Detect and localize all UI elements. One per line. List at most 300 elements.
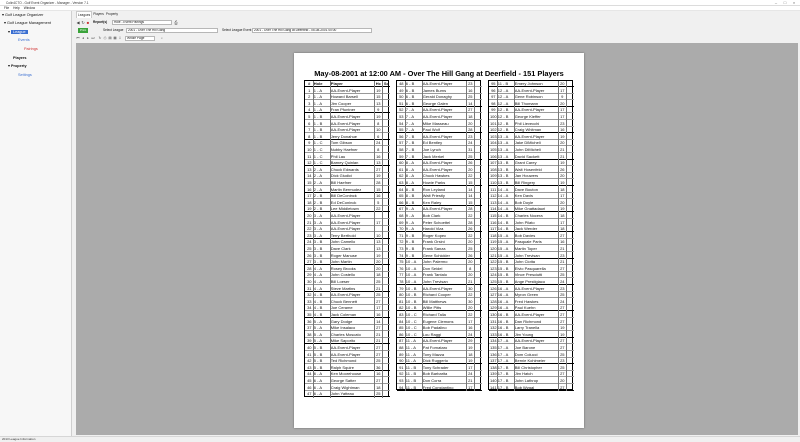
hole-cell: 17 - B — [497, 364, 509, 370]
table-row — [489, 213, 574, 219]
collapse-icon[interactable]: ▾ — [8, 30, 11, 34]
score-cell — [475, 101, 482, 107]
row-number: 76 — [399, 265, 404, 271]
table-row — [305, 286, 390, 292]
row-number: 10 — [307, 147, 312, 152]
table-row — [305, 200, 390, 206]
hole-cell: 14 - B — [497, 213, 509, 218]
player-cell: John DiMicheli — [514, 147, 541, 152]
table-row — [397, 378, 482, 384]
player-cell: Ralph Squire — [330, 364, 354, 370]
row-number: 88 — [399, 345, 404, 350]
zoom-select[interactable]: Whole Page — [125, 36, 155, 41]
row-number: 124 — [489, 272, 497, 278]
player-cell: AA-Event-Player — [422, 81, 453, 86]
score-cell — [567, 272, 574, 278]
row-number: 36 — [307, 318, 312, 324]
score-cell — [383, 391, 390, 397]
player-cell: Willie Pitts — [422, 305, 442, 311]
row-number: 97 — [491, 94, 496, 100]
player-cell: Ron Leyland — [422, 186, 446, 192]
table-row — [489, 88, 574, 94]
handicap-cell: 25 — [376, 292, 381, 298]
score-cell — [475, 266, 482, 272]
hole-cell: 7 - B — [405, 133, 415, 139]
row-number: 38 — [307, 331, 312, 337]
report-label: Report(s) — [93, 20, 108, 24]
tree-root[interactable]: ▾ Golf League Organizer — [2, 13, 44, 17]
handicap-cell: 17 — [468, 318, 473, 324]
table-row — [489, 272, 574, 278]
score-cell — [475, 94, 482, 100]
row-number: 5 — [308, 114, 311, 119]
row-number: 52 — [399, 107, 404, 113]
row-number: 114 — [490, 206, 497, 212]
report-page — [294, 53, 584, 428]
tree-league[interactable]: ▾ League — [8, 30, 26, 34]
handicap-cell: 27 — [560, 232, 565, 238]
score-cell — [383, 94, 390, 100]
last-page-icon[interactable]: ⏭ — [91, 36, 95, 40]
player-cell: Jack Werder — [514, 226, 538, 232]
handicap-cell: 24 — [560, 298, 565, 304]
handicap-cell: 20 — [560, 100, 565, 106]
row-number: 106 — [489, 153, 497, 159]
table-row — [305, 292, 390, 298]
score-cell — [567, 94, 574, 100]
handicap-cell: 10 — [376, 127, 381, 133]
tree-settings[interactable]: Settings — [18, 73, 32, 77]
row-number: 91 — [399, 364, 404, 370]
row-number: 108 — [489, 166, 497, 172]
handicap-cell: 9 — [561, 94, 564, 100]
row-number: 46 — [307, 384, 312, 390]
table-row — [397, 81, 482, 87]
tab-players[interactable]: Players — [93, 12, 104, 16]
report-select[interactable]: Hole - Event Pairings — [112, 20, 172, 25]
hole-cell: 5 - A — [313, 331, 323, 337]
player-cell: Craig Wightman — [330, 384, 360, 390]
tab-leagues[interactable]: Leagues — [78, 13, 91, 17]
handicap-cell: 16 — [376, 193, 381, 199]
row-number: 85 — [399, 325, 404, 331]
table-row — [305, 325, 390, 331]
pairings-column-1 — [304, 80, 389, 397]
row-number: 89 — [399, 351, 404, 357]
tree-players[interactable]: Players — [13, 56, 27, 60]
hole-cell: 4 - B — [313, 292, 323, 298]
row-number: 98 — [491, 100, 496, 106]
hole-cell: 14 - A — [497, 193, 509, 199]
player-cell: AA-Event-Player — [330, 219, 361, 225]
handicap-cell: 20 — [468, 272, 473, 278]
row-number: 49 — [399, 87, 404, 93]
score-cell — [475, 173, 482, 179]
menu-file[interactable]: File — [4, 6, 10, 10]
row-number: 84 — [399, 318, 404, 324]
table-row — [305, 299, 390, 305]
row-number: 81 — [399, 298, 404, 304]
score-cell — [383, 358, 390, 364]
row-number: 70 — [399, 226, 404, 232]
row-number: 32 — [307, 292, 312, 298]
handicap-cell: 21 — [560, 147, 565, 152]
table-row — [397, 312, 482, 318]
stop-icon[interactable]: ■ — [86, 20, 90, 25]
score-cell — [475, 332, 482, 338]
refresh-report-icon[interactable]: ↻ — [98, 36, 102, 40]
hole-cell: 17 - A — [497, 351, 509, 357]
hole-cell: 11 - B — [405, 384, 417, 390]
handicap-cell: 25 — [468, 94, 473, 100]
score-cell — [383, 180, 390, 186]
player-cell: AA-Event-Player — [422, 206, 453, 212]
player-cell: Walt Hosenfeld — [514, 166, 542, 172]
table-row — [397, 292, 482, 298]
table-row — [489, 246, 574, 252]
score-cell — [383, 220, 390, 226]
prev-page-icon[interactable]: ◂ — [82, 36, 84, 40]
table-row — [397, 279, 482, 285]
player-cell: Joe Cerame — [330, 305, 353, 311]
row-number: 41 — [307, 351, 312, 357]
print-icon[interactable]: ⎙ — [174, 20, 178, 25]
player-cell: Jim Young — [514, 331, 534, 337]
select-league[interactable]: 2001 - Over The Hill Gang — [126, 28, 218, 33]
tree-pairings[interactable]: Pairings — [24, 47, 38, 51]
row-number: 8 — [308, 133, 311, 139]
score-cell — [383, 246, 390, 252]
player-cell: AA-Event-Player — [514, 285, 545, 291]
hole-cell: 6 - B — [405, 100, 415, 106]
player-cell: David Sackett — [514, 153, 540, 159]
row-number: 93 — [399, 378, 404, 383]
row-number: 133 — [489, 331, 497, 337]
table-row — [305, 140, 390, 146]
player-cell: Tony Schrader — [422, 364, 449, 370]
table-row — [489, 94, 574, 100]
hole-cell: 8 - A — [405, 180, 415, 185]
hole-cell: 10 - A — [405, 259, 417, 265]
player-cell: Fred Hawkes — [514, 298, 539, 304]
player-cell: Gary Dodge — [330, 318, 353, 324]
table-row — [305, 187, 390, 193]
player-cell: AA-Event-Player — [422, 285, 453, 291]
hole-cell: 2 - A — [313, 186, 323, 192]
row-number: 131 — [489, 318, 497, 324]
row-number: 96 — [491, 87, 496, 93]
hole-cell: 3 - A — [313, 226, 323, 232]
handicap-cell: 27 — [560, 384, 565, 390]
hole-cell: 13 - B — [497, 160, 509, 166]
score-cell — [567, 187, 574, 193]
row-number: 14 — [307, 173, 312, 179]
score-cell — [567, 292, 574, 298]
handicap-cell: 30 — [468, 298, 473, 304]
handicap-cell: 27 — [376, 325, 381, 331]
score-cell — [383, 312, 390, 318]
player-cell: Mike Saporito — [330, 338, 356, 344]
handicap-cell: 17 — [468, 384, 473, 390]
table-row — [397, 140, 482, 146]
print-button[interactable]: Print — [80, 28, 87, 32]
hole-cell: 14 - A — [497, 186, 509, 192]
handicap-cell: 17 — [376, 305, 381, 311]
score-cell — [475, 338, 482, 344]
print-report-icon[interactable]: ⎙ — [103, 36, 107, 40]
row-number: 48 — [399, 81, 404, 86]
select-event-label: Select League Event — [222, 28, 252, 32]
collapse-icon[interactable]: ▾ — [8, 64, 11, 68]
player-cell: Player — [330, 81, 343, 86]
handicap-cell: 16 — [560, 127, 565, 133]
score-cell — [475, 312, 482, 318]
player-cell: George Satter — [330, 378, 356, 383]
row-number: 20 — [307, 213, 312, 218]
player-cell: Bill Haefner — [330, 180, 352, 185]
player-cell: Ted Richmond — [330, 358, 357, 364]
hole-cell: 17 - A — [497, 358, 509, 364]
score-cell — [383, 371, 390, 377]
hole-cell: 1 - A — [313, 87, 323, 93]
report-viewer[interactable] — [76, 43, 798, 435]
hole-cell: 1 - C — [313, 160, 323, 166]
tree-management[interactable]: ▾ Golf League Management — [4, 21, 51, 25]
table-row — [489, 233, 574, 239]
handicap-cell: 14 — [468, 193, 473, 199]
table-row — [305, 239, 390, 245]
table-row — [489, 167, 574, 173]
player-cell: Joe Barone — [514, 345, 536, 350]
score-cell — [383, 127, 390, 133]
table-row — [305, 391, 390, 397]
score-cell — [383, 259, 390, 265]
player-cell: Dick Ruggerio — [422, 358, 448, 364]
player-cell: AA-Event-Player — [514, 87, 545, 93]
hole-cell: 12 - B — [497, 107, 509, 113]
player-cell: Dan Richmond — [514, 318, 542, 324]
row-number: 63 — [399, 180, 404, 185]
handicap-cell: 19 — [560, 206, 565, 212]
player-cell: Ed DeConinck — [330, 199, 357, 205]
table-row — [397, 154, 482, 160]
player-cell: Myron Green — [514, 292, 539, 298]
back-icon[interactable]: ◀ — [76, 20, 80, 25]
hole-cell: 13 - B — [497, 166, 509, 172]
next-page-icon[interactable]: ▸ — [87, 36, 89, 40]
handicap-cell: 18 — [560, 226, 565, 232]
table-row — [397, 319, 482, 325]
score-cell — [567, 345, 574, 351]
row-number: 27 — [307, 259, 312, 265]
player-cell: Bob Wygal — [514, 384, 535, 390]
player-cell: John Lathrop — [514, 378, 539, 383]
row-number: 117 — [490, 226, 497, 232]
row-number: 67 — [399, 206, 404, 212]
player-cell: Charles Nocera — [514, 213, 543, 218]
row-number: 122 — [489, 259, 497, 265]
player-cell: Gerald Donaghy — [422, 94, 452, 100]
score-cell — [475, 286, 482, 292]
table-row — [305, 127, 390, 133]
handicap-cell: 27 — [560, 265, 565, 271]
find-icon[interactable]: ⌕ — [161, 36, 163, 40]
hole-cell: 10 - C — [405, 318, 417, 324]
score-cell — [475, 88, 482, 94]
hole-cell: 17 - B — [497, 371, 509, 377]
hole-cell: 10 - C — [405, 325, 417, 331]
minimize-icon[interactable]: – — [774, 0, 778, 5]
layout-icon[interactable]: ▤ — [108, 36, 112, 40]
handicap-cell: 17 — [560, 87, 565, 93]
score-cell — [383, 332, 390, 338]
hole-cell: 5 - A — [313, 318, 323, 324]
row-number: 25 — [307, 246, 312, 251]
select-event[interactable]: 2001 - Over The Hill Gang at Deerfield - 05-08-2001 00:00 — [252, 28, 372, 33]
hole-cell: 11 - A — [405, 351, 416, 357]
handicap-cell: 13 — [376, 239, 381, 245]
menu-window[interactable]: Window — [23, 6, 36, 10]
player-cell: Jack Merkel — [422, 153, 445, 159]
hole-cell: 13 - A — [497, 147, 509, 152]
pairings-column-3 — [488, 80, 573, 390]
score-cell — [567, 319, 574, 325]
hole-cell: 7 - B — [405, 147, 415, 152]
hole-cell: 1 - A — [313, 94, 323, 100]
handicap-cell: 27 — [376, 166, 381, 172]
score-cell — [475, 206, 482, 212]
table-row — [305, 114, 390, 120]
score-cell — [383, 286, 390, 292]
table-row — [305, 246, 390, 252]
table-row — [489, 187, 574, 193]
hole-cell: 16 - A — [497, 298, 509, 304]
score-cell — [567, 220, 574, 226]
row-number: 99 — [491, 107, 496, 113]
hole-cell: 3 - B — [313, 239, 323, 245]
handicap-cell: 22 — [468, 312, 473, 317]
player-cell: AA-Event-Player — [330, 87, 361, 93]
row-number: 19 — [307, 206, 312, 212]
collapse-icon[interactable]: ▾ — [4, 21, 7, 25]
hole-cell: 15 - A — [497, 232, 509, 238]
hole-cell: 3 - A — [313, 213, 323, 218]
table-row — [305, 147, 390, 153]
handicap-cell: 13 — [376, 160, 381, 166]
hole-cell: 17 - A — [497, 345, 509, 350]
player-cell: Ed Bentley — [422, 140, 443, 146]
player-cell: Don Seidel — [422, 265, 443, 271]
score-cell — [383, 299, 390, 305]
table-row — [305, 160, 390, 166]
table-row — [397, 365, 482, 371]
hole-cell: 15 - B — [497, 265, 509, 271]
row-number: 56 — [399, 133, 404, 139]
table-row — [489, 140, 574, 146]
hole-cell: 7 - B — [405, 140, 415, 146]
table-row — [397, 114, 482, 120]
collapse-icon[interactable]: ▾ — [2, 13, 5, 17]
tab-property[interactable]: Property — [105, 12, 118, 16]
row-number: 130 — [489, 312, 497, 317]
player-cell: Phil Lau — [330, 153, 346, 159]
row-number: 104 — [489, 140, 497, 146]
handicap-cell: 19 — [560, 160, 565, 166]
hole-cell: 11 - A — [405, 358, 416, 364]
handicap-cell: 23 — [468, 81, 473, 86]
maximize-icon[interactable]: □ — [783, 0, 787, 5]
player-cell: Martin Toper — [514, 246, 537, 251]
score-cell — [383, 134, 390, 140]
table-row — [397, 338, 482, 344]
handicap-cell: 13 — [376, 100, 381, 106]
tree-property[interactable]: ▾ Property — [8, 64, 27, 68]
tree-events[interactable]: Events — [18, 38, 30, 42]
table-row — [305, 167, 390, 173]
row-number: 6 — [308, 120, 311, 126]
hole-cell: 9 - A — [405, 206, 415, 212]
row-number: 80 — [399, 292, 404, 298]
page-setup-icon[interactable]: ▦ — [113, 36, 117, 40]
table-row — [305, 233, 390, 239]
row-number: 68 — [399, 213, 404, 218]
player-cell: John Yatteau — [330, 391, 355, 397]
table-row — [305, 180, 390, 186]
player-cell: Rosey Brooks — [330, 265, 356, 271]
first-page-icon[interactable]: ⏮ — [76, 36, 80, 40]
row-number: 77 — [399, 272, 404, 278]
table-row — [397, 325, 482, 331]
player-cell: Bernie Kohlmeier — [514, 358, 546, 364]
table-row — [397, 253, 482, 259]
score-cell — [567, 246, 574, 252]
export-icon[interactable]: ⇩ — [118, 36, 122, 40]
close-icon[interactable]: × — [792, 0, 796, 5]
hole-cell: 1 - C — [313, 140, 323, 146]
table-row — [489, 81, 574, 87]
score-cell — [383, 253, 390, 259]
player-cell: Ange Prestigiaco — [514, 279, 546, 284]
hole-cell: 4 - A — [313, 272, 323, 278]
table-row — [305, 272, 390, 278]
table-row — [489, 365, 574, 371]
row-number: 127 — [489, 292, 497, 298]
player-cell: AA-Event-Player — [514, 312, 545, 317]
score-cell — [475, 305, 482, 311]
table-row — [489, 121, 574, 127]
player-cell: AA-Event-Player — [514, 338, 545, 344]
player-cell: Jack Coleman — [330, 312, 357, 317]
hole-cell: 9 - B — [405, 246, 415, 251]
table-row — [489, 358, 574, 364]
column-divider — [382, 81, 383, 398]
score-cell — [475, 253, 482, 259]
league-toolbar — [76, 27, 796, 34]
menu-help[interactable]: Help — [13, 6, 20, 10]
table-row — [489, 180, 574, 186]
hole-cell: 13 - A — [497, 140, 509, 146]
row-number: 139 — [489, 371, 497, 377]
player-cell: AA-Event-Player — [330, 127, 361, 133]
score-cell — [383, 193, 390, 199]
table-row — [489, 239, 574, 245]
hole-cell: 2 - A — [313, 173, 323, 179]
row-number: 59 — [399, 153, 404, 159]
refresh-icon[interactable]: ↻ — [81, 20, 85, 25]
handicap-cell: 19 — [376, 252, 381, 258]
table-row — [489, 200, 574, 206]
score-cell — [567, 305, 574, 311]
